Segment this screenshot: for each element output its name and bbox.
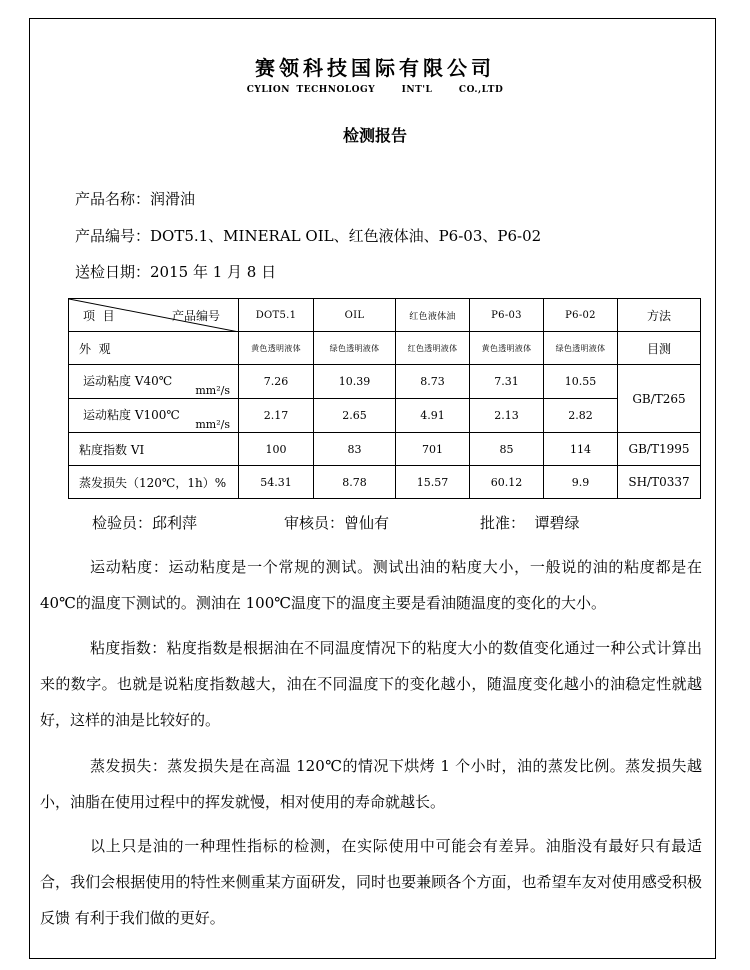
table-row — [69, 433, 701, 466]
table-cell: 10.55 — [544, 365, 618, 399]
column-header: P6-03 — [470, 299, 544, 332]
column-header: DOT5.1 — [239, 299, 314, 332]
table-cell: 114 — [544, 433, 618, 466]
table-cell: 2.65 — [314, 399, 396, 433]
row-label-cell — [69, 365, 239, 399]
row-label: 粘度指数 VI — [69, 433, 239, 466]
header-diagonal-cell — [69, 299, 239, 332]
table-cell: 绿色透明液体 — [314, 332, 396, 365]
table-cell: 8.78 — [314, 466, 396, 499]
row-label: 运动粘度 V40℃ — [83, 374, 173, 388]
company-name-en: CYLION TECHNOLOGY INT'L CO.,LTD — [246, 85, 504, 95]
table-cell: 8.73 — [396, 365, 470, 399]
table-cell: 黄色透明液体 — [239, 332, 314, 365]
table-cell: 15.57 — [396, 466, 470, 499]
table-row — [69, 365, 701, 399]
table-cell: 83 — [314, 433, 396, 466]
table-cell: 54.31 — [239, 466, 314, 499]
table-cell: 9.9 — [544, 466, 618, 499]
table-cell: 红色透明液体 — [396, 332, 470, 365]
method-cell: 目测 — [618, 332, 701, 365]
paragraph-kinematic-viscosity: 运动粘度：运动粘度是一个常规的测试。测试出油的粘度大小，一般说的油的粘度都是在 40℃的温度下测试的。测油在 100℃温度下的温度主要是看油随温度的变化的大小。 — [40, 558, 702, 612]
table-row — [69, 332, 701, 365]
table-cell: 2.82 — [544, 399, 618, 433]
column-header: P6-02 — [544, 299, 618, 332]
method-header: 方法 — [618, 299, 701, 332]
paragraph-evaporation-loss: 蒸发损失：蒸发损失是在高温 120℃的情况下烘烤 1 个小时，油的蒸发比例。蒸发损失越小，油脂在使用过程中的挥发就慢，相对使用的寿命就越长。 — [40, 757, 702, 811]
table-cell: 701 — [396, 433, 470, 466]
approver-label: 批准： 谭碧绿 — [480, 514, 580, 532]
product-code: 产品编号：DOT5.1、MINERAL OIL、红色液体油、P6-03、P6-02 — [75, 227, 542, 245]
product-name: 产品名称：润滑油 — [75, 190, 196, 208]
table-cell: 100 — [239, 433, 314, 466]
method-cell: GB/T265 — [618, 365, 701, 433]
header-item-label: 项 目 — [83, 309, 115, 323]
row-label: 运动粘度 V100℃ — [83, 408, 180, 422]
table-cell: 2.13 — [470, 399, 544, 433]
table-cell: 7.31 — [470, 365, 544, 399]
table-header-row — [69, 299, 701, 332]
table-cell: 2.17 — [239, 399, 314, 433]
header-code-label: 产品编号 — [171, 309, 220, 323]
method-cell: GB/T1995 — [618, 433, 701, 466]
table-cell: 10.39 — [314, 365, 396, 399]
submit-date: 送检日期：2015 年 1 月 8 日 — [75, 263, 277, 281]
table-cell: 绿色透明液体 — [544, 332, 618, 365]
table-row — [69, 399, 701, 433]
table-cell: 4.91 — [396, 399, 470, 433]
inspector-label: 检验员：邱利萍 — [92, 514, 198, 532]
table-cell: 60.12 — [470, 466, 544, 499]
company-name-cn: 赛领科技国际有限公司 — [255, 56, 495, 80]
report-title: 检测报告 — [342, 126, 407, 145]
column-header: 红色液体油 — [396, 299, 470, 332]
column-header: OIL — [314, 299, 396, 332]
table-cell: 黄色透明液体 — [470, 332, 544, 365]
unit-label: mm²/s — [195, 384, 230, 397]
table-cell: 85 — [470, 433, 544, 466]
unit-label: mm²/s — [195, 418, 230, 431]
row-label: 外 观 — [69, 332, 239, 365]
test-results-table — [68, 298, 701, 499]
reviewer-label: 审核员：曾仙有 — [284, 514, 390, 532]
paragraph-viscosity-index: 粘度指数：粘度指数是根据油在不同温度情况下的粘度大小的数值变化通过一种公式计算出来的数字。也就是说粘度指数越大，油在不同温度下的变化越小，随温度变化越小的油稳定性就越好，这样的油是比较好的。 — [40, 639, 702, 729]
paragraph-conclusion: 以上只是油的一种理性指标的检测，在实际使用中可能会有差异。油脂没有最好只有最适合，我们会根据使用的特性来侧重某方面研发，同时也要兼顾各个方面，也希望车友对使用感受积极反馈 有利于我们做的更好。 — [40, 837, 702, 927]
row-label-cell — [69, 399, 239, 433]
table-cell: 7.26 — [239, 365, 314, 399]
table-row — [69, 466, 701, 499]
method-cell: SH/T0337 — [618, 466, 701, 499]
row-label: 蒸发损失（120℃，1h）% — [69, 466, 239, 499]
